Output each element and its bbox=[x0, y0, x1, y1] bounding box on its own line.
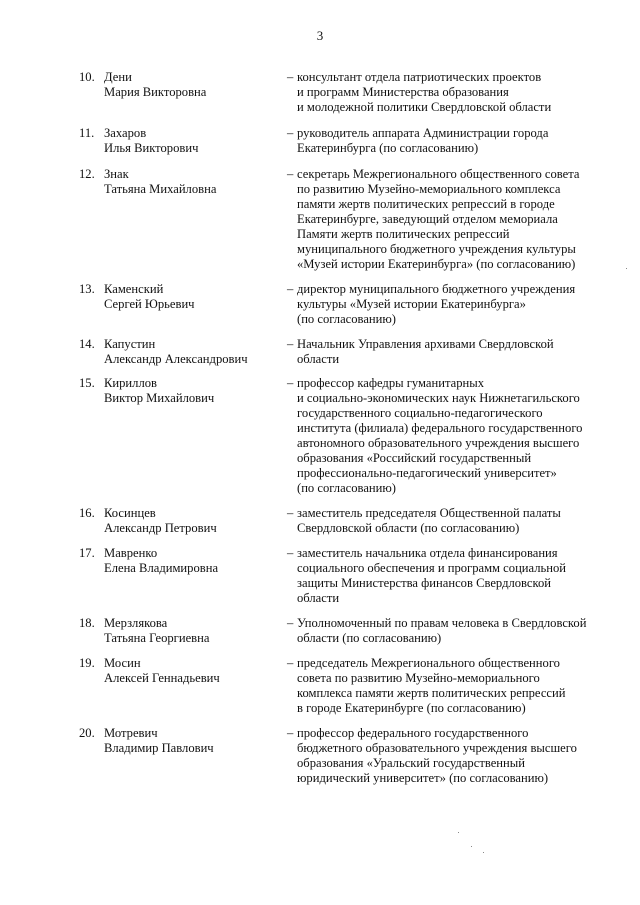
position-line: Памяти жертв политических репрессий bbox=[297, 227, 510, 241]
member-given-names: Владимир Павлович bbox=[104, 741, 214, 755]
position-line: профессор кафедры гуманитарных bbox=[297, 376, 485, 390]
position-line: секретарь Межрегионального общественного совета bbox=[297, 167, 580, 181]
position-line: комплекса памяти жертв политических репрессий bbox=[297, 686, 566, 700]
member-name bbox=[104, 282, 279, 312]
entry-dash: – bbox=[287, 616, 294, 630]
entry-number: 16. bbox=[79, 506, 95, 520]
entry-dash: – bbox=[287, 126, 294, 140]
position-line: Уполномоченный по правам человека в Свердловской bbox=[297, 616, 587, 630]
position-line: юридический университет» (по согласованию) bbox=[297, 771, 549, 785]
member-given-names: Илья Викторович bbox=[104, 141, 199, 155]
position-line: заместитель начальника отдела финансирования bbox=[297, 546, 558, 560]
member-name bbox=[104, 546, 279, 576]
entry-number: 17. bbox=[79, 546, 95, 560]
scan-speck bbox=[471, 846, 472, 847]
entry-number: 10. bbox=[79, 70, 95, 84]
member-position bbox=[297, 546, 607, 606]
position-line: социального обеспечения и программ социальной bbox=[297, 561, 567, 575]
member-position bbox=[297, 376, 607, 496]
entry-number: 14. bbox=[79, 337, 95, 351]
entry-dash: – bbox=[287, 656, 294, 670]
member-given-names: Елена Владимировна bbox=[104, 561, 219, 575]
position-line: профессионально-педагогический университет» bbox=[297, 466, 557, 480]
position-line: Екатеринбурге, заведующий отделом мемориала bbox=[297, 212, 558, 226]
member-position bbox=[297, 506, 607, 536]
member-given-names: Сергей Юрьевич bbox=[104, 297, 195, 311]
position-line: (по согласованию) bbox=[297, 481, 397, 495]
position-line: руководитель аппарата Администрации города bbox=[297, 126, 549, 140]
member-given-names: Виктор Михайлович bbox=[104, 391, 215, 405]
member-position bbox=[297, 616, 607, 646]
position-line: защиты Министерства финансов Свердловской bbox=[297, 576, 552, 590]
position-line: автономного образовательного учреждения высшего bbox=[297, 436, 580, 450]
position-line: области bbox=[297, 591, 340, 605]
member-name bbox=[104, 337, 279, 367]
entry-dash: – bbox=[287, 506, 294, 520]
entry-dash: – bbox=[287, 376, 294, 390]
member-name bbox=[104, 506, 279, 536]
member-position bbox=[297, 70, 607, 115]
member-position bbox=[297, 656, 607, 716]
entry-number: 15. bbox=[79, 376, 95, 390]
member-surname: Капустин bbox=[104, 337, 156, 351]
position-line: образования «Российский государственный bbox=[297, 451, 532, 465]
position-line: директор муниципального бюджетного учреждения bbox=[297, 282, 576, 296]
entry-dash: – bbox=[287, 726, 294, 740]
position-line: образования «Уральский государственный bbox=[297, 756, 525, 770]
position-line: и программ Министерства образования bbox=[297, 85, 509, 99]
member-given-names: Мария Викторовна bbox=[104, 85, 207, 99]
member-given-names: Александр Александрович bbox=[104, 352, 248, 366]
position-line: муниципального бюджетного учреждения культуры bbox=[297, 242, 576, 256]
member-surname: Знак bbox=[104, 167, 129, 181]
entry-number: 19. bbox=[79, 656, 95, 670]
member-name bbox=[104, 70, 279, 100]
position-line: и молодежной политики Свердловской области bbox=[297, 100, 552, 114]
member-surname: Мосин bbox=[104, 656, 141, 670]
position-line: бюджетного образовательного учреждения высшего bbox=[297, 741, 577, 755]
position-line: области bbox=[297, 352, 340, 366]
position-line: в городе Екатеринбурге (по согласованию) bbox=[297, 701, 526, 715]
position-line: заместитель председателя Общественной палаты bbox=[297, 506, 561, 520]
position-line: культуры «Музей истории Екатеринбурга» bbox=[297, 297, 526, 311]
member-given-names: Алексей Геннадьевич bbox=[104, 671, 220, 685]
scan-speck bbox=[626, 268, 627, 269]
entry-dash: – bbox=[287, 167, 294, 181]
member-position bbox=[297, 126, 607, 156]
member-surname: Захаров bbox=[104, 126, 147, 140]
member-given-names: Татьяна Михайловна bbox=[104, 182, 217, 196]
member-position bbox=[297, 726, 607, 786]
member-surname: Косинцев bbox=[104, 506, 156, 520]
member-name bbox=[104, 726, 279, 756]
member-position bbox=[297, 167, 607, 272]
entry-number: 13. bbox=[79, 282, 95, 296]
position-line: института (филиала) федерального государственного bbox=[297, 421, 583, 435]
position-line: «Музей истории Екатеринбурга» (по согласованию) bbox=[297, 257, 576, 271]
entry-dash: – bbox=[287, 70, 294, 84]
position-line: области (по согласованию) bbox=[297, 631, 442, 645]
scan-speck bbox=[483, 852, 484, 853]
member-given-names: Татьяна Георгиевна bbox=[104, 631, 210, 645]
scan-speck bbox=[458, 832, 459, 833]
member-name bbox=[104, 616, 279, 646]
member-name bbox=[104, 376, 279, 406]
member-surname: Мерзлякова bbox=[104, 616, 168, 630]
member-name bbox=[104, 656, 279, 686]
page-number: 3 bbox=[316, 28, 324, 43]
entry-number: 20. bbox=[79, 726, 95, 740]
member-position bbox=[297, 282, 607, 327]
position-line: консультант отдела патриотических проектов bbox=[297, 70, 542, 84]
entry-number: 18. bbox=[79, 616, 95, 630]
member-surname: Каменский bbox=[104, 282, 164, 296]
position-line: и социально-экономических наук Нижнетагильского bbox=[297, 391, 580, 405]
position-line: Начальник Управления архивами Свердловской bbox=[297, 337, 554, 351]
entry-dash: – bbox=[287, 546, 294, 560]
member-given-names: Александр Петрович bbox=[104, 521, 217, 535]
position-line: памяти жертв политических репрессий в городе bbox=[297, 197, 555, 211]
member-surname: Мотревич bbox=[104, 726, 158, 740]
position-line: профессор федерального государственного bbox=[297, 726, 529, 740]
position-line: Свердловской области (по согласованию) bbox=[297, 521, 520, 535]
position-line: председатель Межрегионального общественного bbox=[297, 656, 560, 670]
position-line: (по согласованию) bbox=[297, 312, 397, 326]
position-line: Екатеринбурга (по согласованию) bbox=[297, 141, 479, 155]
member-surname: Кириллов bbox=[104, 376, 157, 390]
member-name bbox=[104, 126, 279, 156]
member-name bbox=[104, 167, 279, 197]
member-surname: Дени bbox=[104, 70, 132, 84]
member-position bbox=[297, 337, 607, 367]
position-line: по развитию Музейно-мемориального комплекса bbox=[297, 182, 561, 196]
position-line: государственного социально-педагогического bbox=[297, 406, 543, 420]
entry-dash: – bbox=[287, 337, 294, 351]
entry-dash: – bbox=[287, 282, 294, 296]
member-surname: Мавренко bbox=[104, 546, 158, 560]
entry-number: 12. bbox=[79, 167, 95, 181]
entry-number: 11. bbox=[79, 126, 95, 140]
position-line: совета по развитию Музейно-мемориального bbox=[297, 671, 540, 685]
